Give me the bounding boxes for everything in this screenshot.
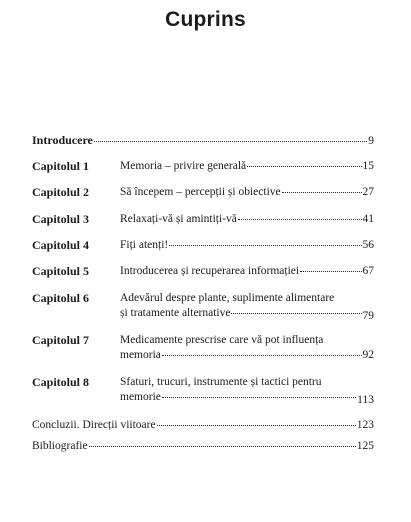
toc-entry-label: Bibliografie <box>32 440 88 452</box>
chapter-title: Să începem – percepții și obiective <box>120 186 281 198</box>
leader-dots <box>247 166 361 167</box>
toc-entry-bibliografie[interactable] <box>32 439 374 454</box>
chapter-number: Capitolul 7 <box>32 333 90 347</box>
toc-entry-introducere[interactable] <box>32 133 374 149</box>
toc-entry-concluzii[interactable] <box>32 418 374 433</box>
toc-entry-page: 92 <box>362 349 374 361</box>
toc-entry-capitolul-3[interactable] <box>32 212 374 227</box>
page-title: Cuprins <box>165 8 246 31</box>
toc-entry-page: 27 <box>362 186 374 198</box>
toc-entry-page: 125 <box>356 440 374 452</box>
chapter-title: Memoria – privire generală <box>120 160 247 172</box>
chapter-number: Capitolul 5 <box>32 264 90 278</box>
leader-dots <box>94 141 367 142</box>
leader-dots <box>169 245 361 246</box>
toc-entry-page: 41 <box>362 213 374 225</box>
chapter-number: Capitolul 6 <box>32 291 90 305</box>
toc-entry-page: 56 <box>362 239 374 251</box>
toc-entry-page: 79 <box>362 310 374 322</box>
toc-entry-page: 9 <box>368 135 374 147</box>
chapter-title-line-2: memoria <box>120 349 161 361</box>
chapter-title-line-1: Sfaturi, trucuri, instrumente și tactici pentru <box>120 376 322 388</box>
chapter-title-line-2: și tratamente alternative <box>120 307 231 319</box>
leader-dots <box>162 355 362 356</box>
toc-entry-capitolul-6[interactable] <box>32 291 374 321</box>
toc-entry-capitolul-5[interactable] <box>32 264 374 279</box>
chapter-title-line-2: memorie <box>120 391 161 403</box>
chapter-title: Introducerea și recuperarea informației <box>120 265 300 277</box>
toc-entry-page: 113 <box>357 394 374 406</box>
chapter-number: Capitolul 3 <box>32 212 90 226</box>
leader-dots <box>157 425 356 426</box>
leader-dots <box>238 219 362 220</box>
toc-entry-capitolul-8[interactable] <box>32 375 374 405</box>
toc-entry-capitolul-2[interactable] <box>32 185 374 200</box>
chapter-number: Capitolul 1 <box>32 159 90 173</box>
chapter-title-line-1: Medicamente prescrise care vă pot influența <box>120 334 324 346</box>
chapter-number: Capitolul 2 <box>32 185 90 199</box>
toc-entry-label: Introducere <box>32 133 93 147</box>
chapter-title: Relaxați-vă și amintiți-vă <box>120 213 237 225</box>
leader-dots <box>300 271 361 272</box>
leader-dots <box>282 192 362 193</box>
leader-dots <box>89 446 356 447</box>
toc-entry-capitolul-4[interactable] <box>32 238 374 253</box>
toc-entry-capitolul-1[interactable] <box>32 159 374 174</box>
leader-dots <box>231 313 361 314</box>
toc-entry-page: 123 <box>356 419 374 431</box>
toc-entry-page: 15 <box>362 160 374 172</box>
chapter-number: Capitolul 8 <box>32 375 90 389</box>
toc-entry-capitolul-7[interactable] <box>32 333 374 363</box>
toc-entry-label: Concluzii. Direcții viitoare <box>32 419 156 431</box>
chapter-title: Fiți atenți! <box>120 239 169 251</box>
toc-entry-page: 67 <box>362 265 374 277</box>
chapter-title-line-1: Adevărul despre plante, suplimente alimentare <box>120 292 335 304</box>
chapter-number: Capitolul 4 <box>32 238 90 252</box>
leader-dots <box>162 397 356 398</box>
